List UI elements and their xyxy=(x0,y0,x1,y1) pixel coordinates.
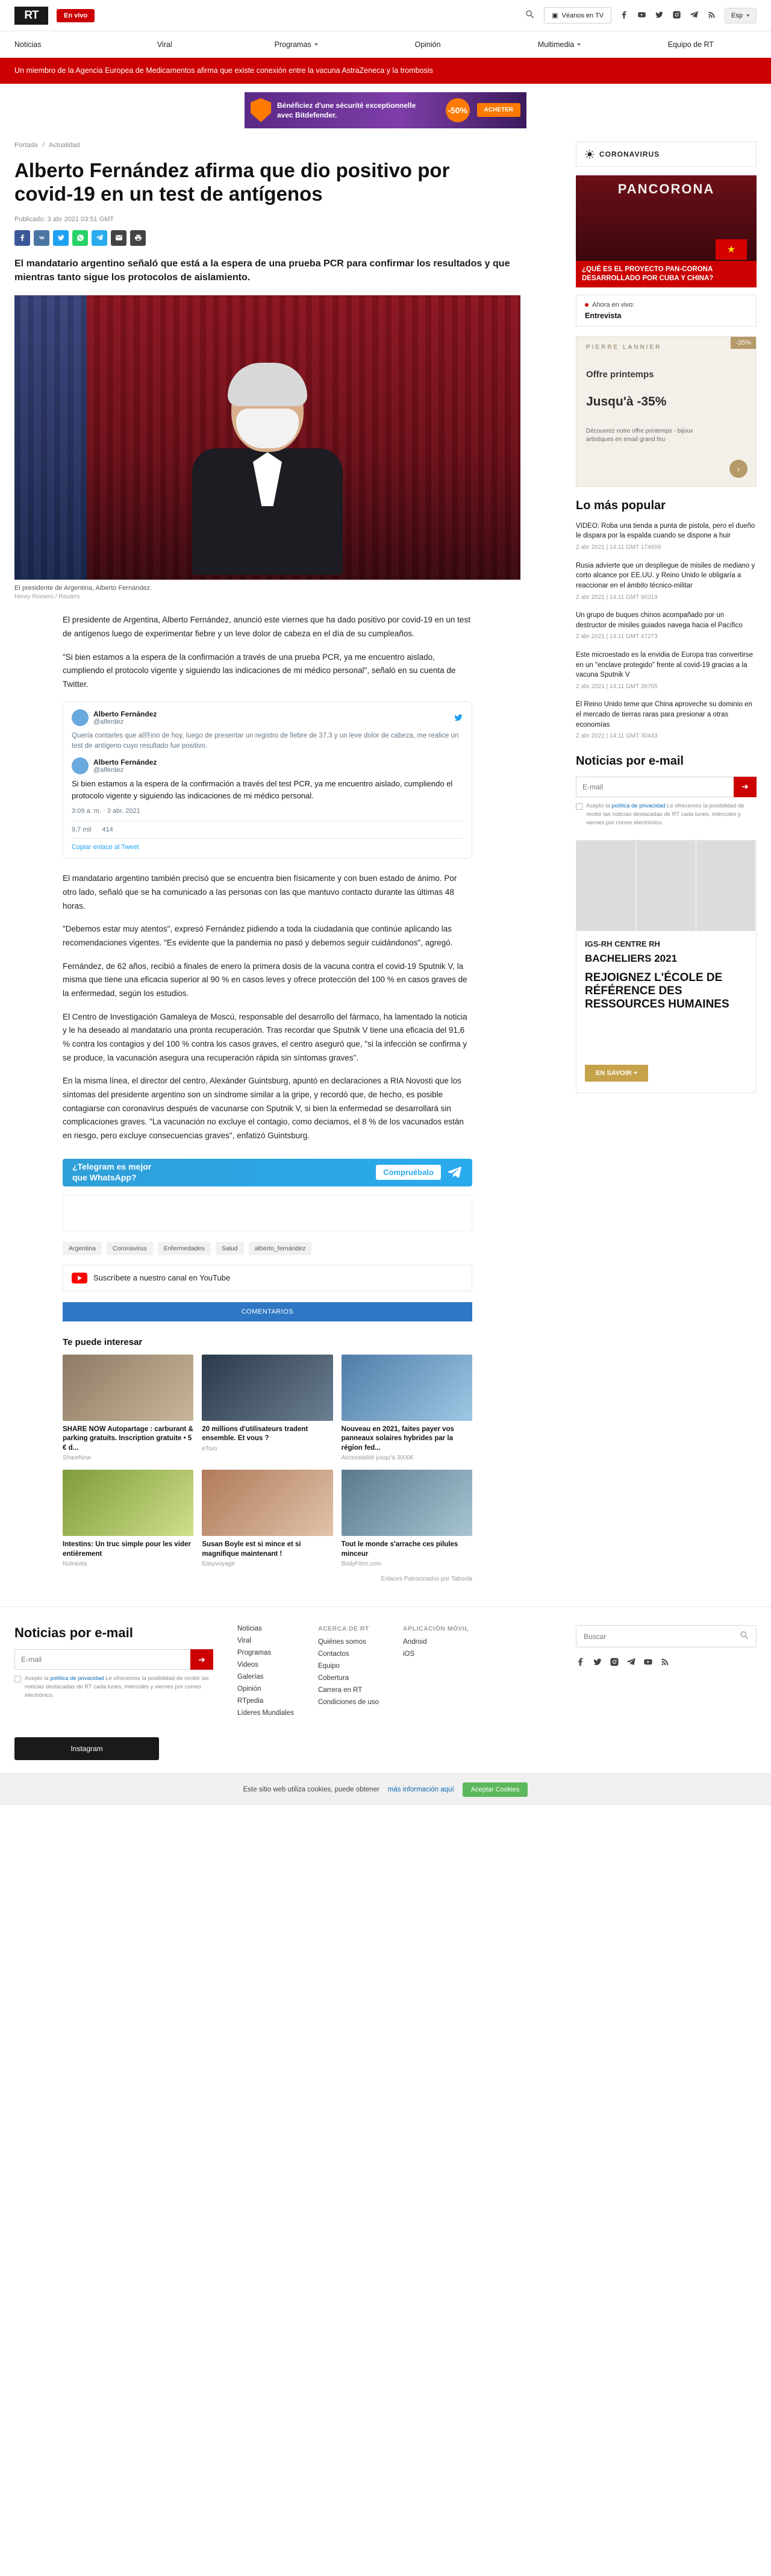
sidebar xyxy=(576,134,757,1582)
popular-text: VIDEO: Roba una tienda a punta de pistola, pero el dueño le dispara por la espalda cuando se dispone a huir xyxy=(576,522,755,540)
footer-link-equipo[interactable]: Equipo xyxy=(317,1662,340,1670)
thumbnail xyxy=(342,1355,472,1421)
cookie-banner xyxy=(0,1773,771,1805)
recommendation-source: eToro xyxy=(202,1445,217,1452)
taboola-credit[interactable]: Enlaces Patrocinados por Taboola xyxy=(381,1576,472,1583)
watch-on-tv-label: Véanos en TV xyxy=(561,11,604,19)
twitter-icon[interactable] xyxy=(593,1657,602,1669)
thumbnail xyxy=(63,1470,193,1536)
popular-views: 47273 xyxy=(640,633,658,641)
tweet-reply-count[interactable]: 414 xyxy=(102,826,113,834)
recommendation-title: Nouveau en 2021, faites payer vos panneaux solaires hybrides par la région fed... xyxy=(341,1425,454,1452)
sidebar-ad2-brand: IGS-RH CENTRE RH xyxy=(585,939,660,949)
image-credit: Henry Romero / Reuters xyxy=(14,594,80,601)
popular-meta xyxy=(576,732,757,741)
rss-icon[interactable] xyxy=(707,10,716,21)
watch-on-tv-button[interactable] xyxy=(544,7,611,24)
chevron-down-icon xyxy=(746,14,750,17)
search-box[interactable] xyxy=(576,1625,757,1647)
nav-item-noticias[interactable] xyxy=(14,40,99,49)
twitter-icon[interactable] xyxy=(655,10,664,21)
face-mask xyxy=(236,409,299,448)
top-ad-banner[interactable] xyxy=(245,92,526,128)
recommendation-source: ShareNow xyxy=(63,1455,91,1462)
article-body xyxy=(63,613,472,1582)
tweet-header xyxy=(72,709,463,726)
popular-meta xyxy=(576,544,757,553)
footer-link-carrera-en-rt[interactable]: Carrera en RT xyxy=(317,1687,363,1694)
live-now-widget[interactable] xyxy=(576,295,757,327)
newsletter-form xyxy=(576,777,757,797)
main-column xyxy=(14,134,545,1582)
tweet-body: Si bien estamos a la espera de la confirmación a través del test PCR, ya me encuentro aislado, cumpliendo el protocolo vigente y siguiendo las indicaciones de mi médico personal. xyxy=(72,779,453,800)
paragraph-4: "Debemos estar muy atentos", expresó Fernández pidiendo a toda la ciudadanía que continúe aplicando las recomendaciones vigentes. "Es evidente que la pandemia no pasó y debemos seguir cuidándonos", agregó. xyxy=(63,924,453,947)
nav-items xyxy=(14,40,757,49)
most-popular-title: Lo más popular xyxy=(576,498,666,512)
footer-link-videos[interactable]: Videos xyxy=(237,1661,258,1669)
taboola-recommendations xyxy=(63,1337,472,1583)
shield-icon xyxy=(251,98,271,122)
footer-links-column-1 xyxy=(237,1625,294,1722)
newsletter-title: Noticias por e-mail xyxy=(576,754,684,768)
recommendation-source: BodyFitnn.com xyxy=(341,1561,382,1568)
privacy-policy-link[interactable]: política de privacidad xyxy=(50,1675,104,1682)
featured-card-pancorona[interactable] xyxy=(576,175,757,287)
popular-views: 90319 xyxy=(640,594,658,601)
telegram-icon[interactable] xyxy=(626,1657,636,1669)
language-selector[interactable] xyxy=(725,8,757,24)
consent-description: Le ofrecemos la posibilidad de recibir las noticias destacadas de RT cada lunes, miércoles y viernes por correo electrónico. xyxy=(586,802,744,826)
share-print-icon[interactable] xyxy=(130,230,146,246)
paragraph-5: Fernández, de 62 años, recibió a finales de enero la primera dosis de la vacuna contra el covid-19 Sputnik V, la misma que tiene una eficacia superior al 90 % en casos leves y ofrece protección del 100 % en casos graves de la enfermedad, según los estudios. xyxy=(63,961,467,998)
footer-newsletter xyxy=(14,1625,213,1722)
consent-text xyxy=(586,802,757,827)
paragraph-2: "Si bien estamos a la espera de la confirmación a través de una prueba PCR, ya me encuentro aislado, cumpliendo el protocolo vigente y siguiendo las indicaciones de mi médico personal", señaló en su cuenta de Twitter. xyxy=(63,652,456,689)
hero-image xyxy=(14,295,520,580)
page-content xyxy=(0,134,771,1582)
list-item[interactable] xyxy=(576,650,757,692)
telegram-icon xyxy=(447,1165,463,1180)
share-buttons xyxy=(14,230,545,246)
caption-line-4: POR CUBA Y CHINA? xyxy=(642,274,714,282)
top-ad-cta-button[interactable]: ACHETER xyxy=(477,103,520,117)
tweet-author-handle: @alferdez xyxy=(93,718,124,725)
tweet-author-name: Alberto Fernández xyxy=(93,709,157,718)
share-vk-icon[interactable] xyxy=(34,230,49,246)
consent-prefix: Acepto la xyxy=(586,802,610,809)
tweet-quote-author-name: Alberto Fernández xyxy=(93,758,157,767)
footer-newsletter-submit-button[interactable]: ➜ xyxy=(190,1649,213,1670)
nav-label: Noticias xyxy=(14,40,42,49)
popular-text: Este microestado es la envidia de Europa tras convertirse en un "enclave protegido" frente al covid-19 gracias a la vacuna Sputnik V xyxy=(576,651,754,679)
breadcrumb-item-actualidad[interactable]: Actualidad xyxy=(49,141,80,149)
top-ad-line1: Bénéficiez d'une sécurité exceptionnelle xyxy=(277,101,416,110)
search-input[interactable] xyxy=(582,1632,739,1641)
thumbnail xyxy=(202,1470,332,1536)
consent-description: Le ofrecemos la posibilidad de recibir las noticias destacadas de RT cada lunes, miércoles y viernes por correo electrónico. xyxy=(25,1675,209,1699)
chevron-down-icon xyxy=(577,43,581,46)
cookie-info-link[interactable]: más información aquí xyxy=(387,1786,454,1794)
list-item[interactable] xyxy=(576,561,757,603)
sidebar-ad-brand: PIERRE LANNIER xyxy=(586,343,662,351)
list-item[interactable] xyxy=(576,521,757,553)
tweet-like-count[interactable]: 9,7 mil xyxy=(72,826,92,834)
instagram-icon[interactable] xyxy=(672,10,681,21)
footer-heading-aplicacion-movil: APLICACIÓN MÓVIL xyxy=(403,1625,469,1633)
email-field[interactable] xyxy=(576,777,734,797)
nav-item-multimedia[interactable] xyxy=(493,40,625,49)
list-item[interactable] xyxy=(63,1355,193,1462)
popular-meta xyxy=(576,683,757,692)
nav-item-opinion[interactable] xyxy=(362,40,493,49)
chevron-down-icon xyxy=(314,43,318,46)
sidebar-ad-subtitle: Jusqu'à -35% xyxy=(586,394,667,409)
embed-placeholder xyxy=(63,1195,472,1231)
footer-newsletter-consent xyxy=(14,1675,213,1699)
tag-list xyxy=(63,1242,472,1255)
live-button[interactable]: En vivo xyxy=(57,9,95,22)
tweet-timestamp: 3:09 a. m. · 3 abr. 2021 xyxy=(72,807,140,815)
page-title: Alberto Fernández afirma que dio positivo por covid-19 en un test de antígenos xyxy=(14,158,450,205)
rt-logo[interactable]: RT xyxy=(14,7,48,25)
facebook-icon[interactable] xyxy=(576,1657,585,1669)
footer-link-android[interactable]: Android xyxy=(403,1638,427,1646)
footer-link-condiciones-de-uso[interactable]: Condiciones de uso xyxy=(317,1699,379,1706)
publish-value: 3 abr 2021 03:51 GMT xyxy=(47,215,114,223)
person-figure xyxy=(189,368,346,580)
person-hair xyxy=(228,363,307,406)
footer-link-galerias[interactable]: Galerías xyxy=(237,1673,264,1681)
publish-date xyxy=(14,216,545,223)
consent-prefix: Acepto la xyxy=(25,1675,49,1682)
share-email-icon[interactable] xyxy=(111,230,126,246)
cookie-text: Este sitio web utiliza cookies, puede obtener xyxy=(243,1786,379,1794)
nav-item-equipo-de-rt[interactable] xyxy=(625,40,757,49)
youtube-icon[interactable] xyxy=(637,10,646,21)
nav-item-viral[interactable] xyxy=(99,40,230,49)
main-nav xyxy=(0,31,771,58)
paragraph-7: En la misma línea, el director del centro, Alexánder Guintsburg, apuntó en declaraciones a RIA Novosti que los síntomas del presidente argentino son un síndrome similar a la gripe, y recordó que, de hecho, es posible contagiarse con coronavirus después de vacunarse con Sputnik V, si bien la enfermedad se desarrollará sin complicaciones graves. "La vacunación no excluye el contagio, como deciamos, el 8 % de los vacunados están en riesgo, pero excluye consecuencias graves", enfatizó Guintsburg. xyxy=(63,1076,464,1140)
publish-label: Publicado: xyxy=(14,215,46,223)
breadcrumb-item-portada[interactable]: Portada xyxy=(14,141,38,149)
accept-cookies-button[interactable]: Aceptar Cookies xyxy=(463,1782,528,1797)
privacy-policy-link[interactable]: política de privacidad xyxy=(611,802,666,809)
recommendation-source: Easyvoyage xyxy=(202,1561,235,1568)
telegram-promo-cta[interactable]: Compruébalo xyxy=(376,1165,441,1180)
footer-link-cobertura[interactable]: Cobertura xyxy=(317,1675,349,1682)
list-item[interactable] xyxy=(342,1355,472,1462)
featured-card-caption xyxy=(576,261,757,287)
tag-item[interactable]: Coronavirus xyxy=(107,1242,153,1255)
popular-meta xyxy=(576,633,757,642)
recommendation-title: SHARE NOW Autopartage : carburant & parking gratuits. Inscription gratuite • 5 € d... xyxy=(63,1425,193,1452)
footer-newsletter-title: Noticias por e-mail xyxy=(14,1625,133,1641)
telegram-icon[interactable] xyxy=(690,10,699,21)
china-flag-icon: ★ xyxy=(716,239,747,260)
person-head xyxy=(231,368,304,452)
recommendation-source: Accessibilité jusqu'à 3000€ xyxy=(341,1455,414,1462)
sidebar-ad2-cta-button[interactable]: EN SAVOIR + xyxy=(585,1065,648,1082)
live-dot-icon xyxy=(585,303,588,307)
tweet-actions xyxy=(72,821,463,833)
footer-search-area xyxy=(576,1625,757,1722)
telegram-promo-line1: ¿Telegram es mejor xyxy=(72,1162,152,1172)
recommendation-title: Tout le monde s'arrache ces pilules minceur xyxy=(341,1541,458,1558)
live-now-program: Entrevista xyxy=(585,311,622,320)
virus-icon xyxy=(585,149,595,159)
top-bar-right xyxy=(525,7,757,24)
tag-item[interactable]: alberto_fernández xyxy=(249,1242,312,1255)
sidebar-ad-arrow-icon[interactable]: › xyxy=(729,460,748,478)
breadcrumb xyxy=(14,134,545,152)
tweet-quote-author-handle: @alferdez xyxy=(93,766,124,774)
breadcrumb-separator: / xyxy=(42,141,45,149)
tweet-embed[interactable] xyxy=(63,701,472,859)
popular-date: 2 abr 2021 | 14:11 GMT xyxy=(576,683,640,690)
share-whatsapp-icon[interactable] xyxy=(72,230,88,246)
youtube-icon[interactable] xyxy=(643,1657,653,1669)
popular-date: 2 abr 2021 | 14:11 GMT xyxy=(576,544,640,551)
footer-heading-acerca-de-rt: ACERCA DE RT xyxy=(317,1625,369,1633)
footer-newsletter-form xyxy=(14,1649,213,1670)
popular-views: 174659 xyxy=(640,544,661,551)
recommendation-source: Nutravita xyxy=(63,1561,87,1568)
paragraph-3: El mandatario argentino también precisó que se encuentra bien físicamente y con buen estado de ánimo. Por otro lado, señaló que se ha comunicado a las personas con las que mantuvo contacto durante las últimas 48 horas. xyxy=(63,874,457,910)
newsletter-consent xyxy=(576,802,757,827)
caption-line-3: DESARROLLADO xyxy=(582,274,641,282)
comments-button[interactable]: COMENTARIOS xyxy=(63,1302,472,1321)
email-field[interactable] xyxy=(14,1649,190,1670)
sidebar-ad-description: Découvrez notre offre printemps - bijoux artistiques en email grand feu xyxy=(586,427,693,443)
consent-text xyxy=(25,1675,213,1699)
popular-date: 2 abr 2021 | 14:11 GMT xyxy=(576,733,640,740)
popular-text: Rusia advierte que un despliegue de misiles de mediano y corto alcance por EE.UU. y Reino Unido le obligaría a reaccionar en el ámbito técnico-militar xyxy=(576,562,755,589)
instagram-button[interactable]: Instagram xyxy=(14,1737,159,1760)
list-item[interactable] xyxy=(202,1470,332,1567)
footer-link-rtpedia[interactable]: RTpedia xyxy=(237,1697,264,1705)
tag-item[interactable]: Enfermedades xyxy=(158,1242,211,1255)
sidebar-ad-2[interactable] xyxy=(576,840,757,1093)
share-telegram-icon[interactable] xyxy=(92,230,107,246)
search-icon[interactable] xyxy=(739,1630,750,1643)
footer-link-lideres-mundiales[interactable]: Líderes Mundiales xyxy=(237,1709,294,1717)
instagram-icon[interactable] xyxy=(610,1657,619,1669)
top-ad-line2: avec Bitdefender. xyxy=(277,110,337,119)
recommendation-title: Susan Boyle est si mince et si magnifique maintenant ! xyxy=(202,1541,301,1558)
caption-line-2: PAN-CORONA xyxy=(665,265,713,273)
footer-link-ios[interactable]: iOS xyxy=(403,1650,415,1658)
tag-item[interactable]: Salud xyxy=(216,1242,244,1255)
nav-label: Multimedia xyxy=(537,40,575,49)
footer-link-opinion[interactable]: Opinión xyxy=(237,1685,261,1693)
list-item[interactable] xyxy=(576,610,757,642)
avatar xyxy=(72,709,89,726)
sidebar-ad-ribbon: -35% xyxy=(731,337,756,349)
list-item[interactable] xyxy=(63,1470,193,1567)
footer-link-quienes-somos[interactable]: Quiénes somos xyxy=(317,1638,366,1646)
consent-checkbox[interactable] xyxy=(576,803,582,810)
tv-icon: ▣ xyxy=(552,12,558,19)
list-item[interactable] xyxy=(202,1355,332,1462)
breaking-news-banner[interactable]: Un miembro de la Agencia Europea de Medicamentos afirma que existe conexión entre la vacuna AstraZeneca y la trombosis xyxy=(0,58,771,84)
paragraph-6: El Centro de Investigación Gamaleya de Moscú, responsable del desarrollo del fármaco, ha lamentado la noticia y le ha deseado al mandatario una pronta recuperación. Tras recordar que Sputnik V tiene una eficacia del 91,6 % contra los contagios y del 100 % contra los casos graves, el centro aseguró que, "si la infección se confirma y se produce, la vacunación asegura una recuperación rápida sin síntomas graves". xyxy=(63,1012,467,1062)
footer-link-viral[interactable]: Viral xyxy=(237,1637,251,1645)
top-ad-discount: -50% xyxy=(446,98,470,122)
youtube-icon xyxy=(72,1273,87,1283)
top-bar xyxy=(0,0,771,31)
tweet-copy-link[interactable]: Copiar enlace al Tweet xyxy=(72,838,463,851)
search-icon[interactable] xyxy=(525,9,535,22)
rss-icon[interactable] xyxy=(660,1657,670,1669)
sidebar-ad2-title: BACHELIERS 2021 xyxy=(585,953,678,965)
pancorona-watermark: PANCORONA xyxy=(617,181,715,196)
site-footer xyxy=(0,1606,771,1722)
nav-label: Viral xyxy=(157,40,172,49)
nav-label: Opinión xyxy=(414,40,441,49)
recommendations-title: Te puede interesar xyxy=(63,1337,143,1347)
live-now-label: Ahora en vivo: xyxy=(592,301,635,309)
thumbnail xyxy=(63,1355,193,1421)
nav-label: Programas xyxy=(274,40,311,49)
sidebar-ad2-subtitle: REJOIGNEZ L'ÉCOLE DE RÉFÉRENCE DES RESSOURCES HUMAINES xyxy=(585,971,729,1011)
sidebar-ad2-image xyxy=(576,841,756,931)
share-facebook-icon[interactable] xyxy=(14,230,30,246)
share-twitter-icon[interactable] xyxy=(53,230,69,246)
tweet-quote-header xyxy=(72,757,463,774)
list-item[interactable] xyxy=(342,1470,472,1567)
top-ad-text xyxy=(277,101,416,120)
article-summary: El mandatario argentino señaló que está a la espera de una prueba PCR para confirmar los resultados y que mientras tanto sigue los protocolos de aislamiento. xyxy=(14,258,510,283)
popular-text: Un grupo de buques chinos acompañado por un destructor de misiles guiados navega hacia el Pacífico xyxy=(576,612,743,629)
footer-link-noticias[interactable]: Noticias xyxy=(237,1625,262,1633)
footer-link-contactos[interactable]: Contactos xyxy=(317,1650,349,1658)
footer-link-programas[interactable]: Programas xyxy=(237,1649,272,1657)
footer-links-column-2 xyxy=(318,1625,379,1722)
nav-label: Equipo de RT xyxy=(667,40,714,49)
recommendation-title: 20 millions d'utilisateurs tradent ensemble. Et vous ? xyxy=(202,1425,308,1443)
tag-item[interactable]: Argentina xyxy=(63,1242,102,1255)
footer-links-column-3 xyxy=(403,1625,469,1722)
popular-text: El Reino Unido teme que China aproveche su dominio en el mercado de tierras raras para presionar a otras economías xyxy=(576,701,752,729)
youtube-subscribe-label: Suscríbete a nuestro canal en YouTube xyxy=(93,1273,231,1283)
sidebar-ad-title: Offre printemps xyxy=(586,369,654,380)
image-caption: El presidente de Argentina, Alberto Fernández. xyxy=(14,584,152,592)
sidebar-ad-1[interactable] xyxy=(576,336,757,487)
caption-line-1: ¿QUÉ ES EL PROYECTO xyxy=(582,265,664,273)
youtube-subscribe-box[interactable] xyxy=(63,1265,472,1291)
telegram-promo-line2: que WhatsApp? xyxy=(72,1172,137,1182)
popular-views: 39765 xyxy=(640,683,658,690)
popular-views: 30443 xyxy=(640,733,658,740)
recommendation-title: Intestins: Un truc simple pour les vider entièrement xyxy=(63,1541,191,1558)
language-label: Esp xyxy=(731,11,743,19)
paragraph-1: El presidente de Argentina, Alberto Fernández, anunció este viernes que ha dado positivo por covid-19 en un test de antígenos luego de experimentar fiebre y un leve dolor de cabeza en el día de su cumpleaños. xyxy=(63,615,470,638)
popular-date: 2 abr 2021 | 14:11 GMT xyxy=(576,633,640,641)
nav-item-programas[interactable] xyxy=(230,40,361,49)
popular-date: 2 abr 2021 | 14:11 GMT xyxy=(576,594,640,601)
top-ad-container xyxy=(0,84,771,134)
live-now-label-row xyxy=(585,301,748,309)
sidebar-newsletter xyxy=(576,754,757,827)
telegram-promo-banner[interactable] xyxy=(63,1159,472,1186)
avatar xyxy=(72,757,89,774)
tweet-quote-text: Quería contarles que al終ino de hoy, luego de presentar un registro de fiebre de 37.3 y un leve dolor de cabeza, me realice un test de antígeno cuyo resultado fue positivo. xyxy=(72,732,459,750)
consent-checkbox[interactable] xyxy=(14,1676,21,1682)
popular-meta xyxy=(576,594,757,603)
list-item[interactable] xyxy=(576,700,757,741)
coronavirus-section-header[interactable] xyxy=(576,142,757,167)
recommendations-grid xyxy=(63,1355,472,1568)
facebook-icon[interactable] xyxy=(620,10,629,21)
footer-socials xyxy=(576,1657,757,1669)
newsletter-submit-button[interactable]: ➜ xyxy=(734,777,757,797)
thumbnail xyxy=(342,1470,472,1536)
twitter-icon xyxy=(454,713,463,722)
coronavirus-label: CORONAVIRUS xyxy=(599,149,660,158)
thumbnail xyxy=(202,1355,332,1421)
